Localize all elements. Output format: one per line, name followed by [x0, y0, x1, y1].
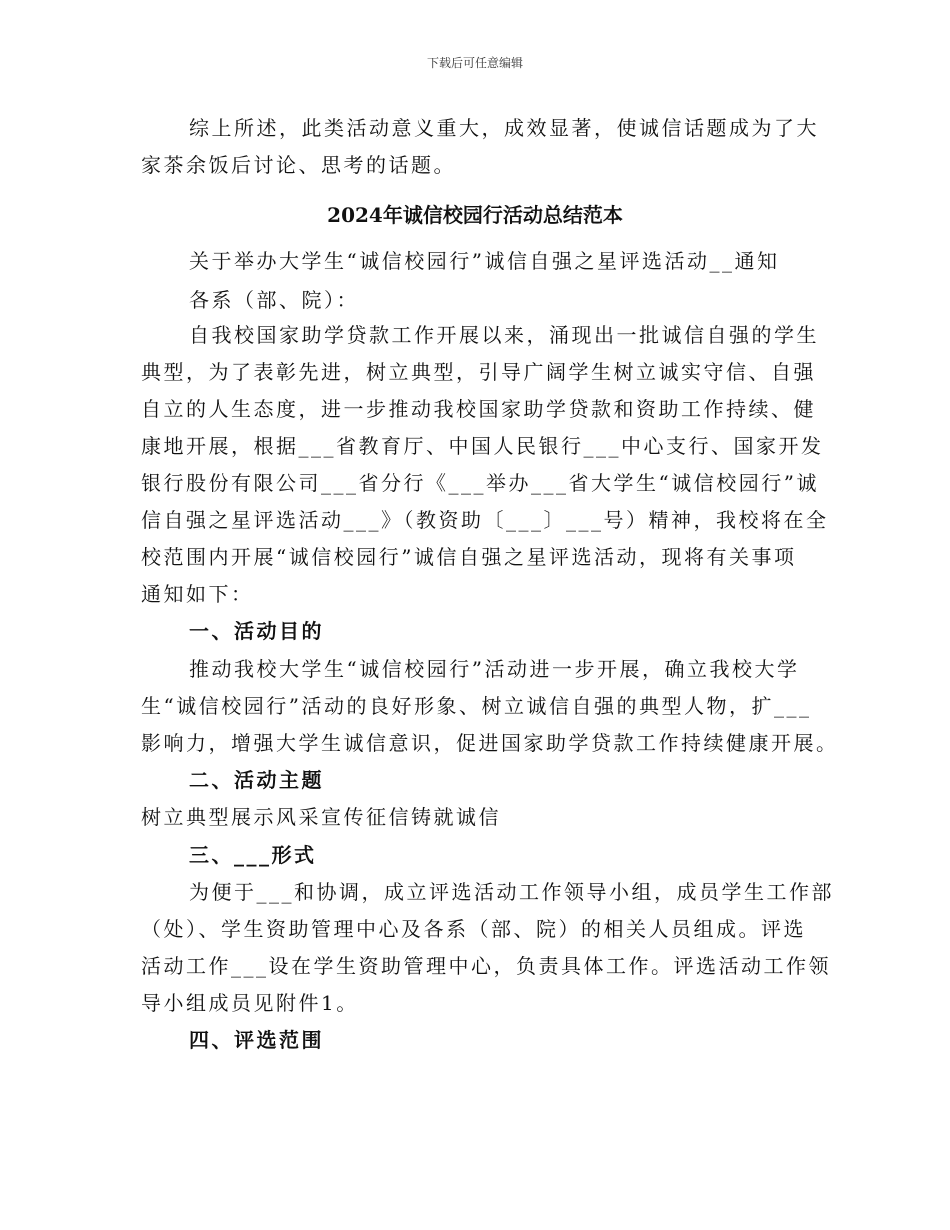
paragraph-line: 树立典型展示风采宣传征信铸就诚信	[141, 805, 501, 829]
paragraph-line: （处）、学生资助管理中心及各系（部、院）的相关人员组成。评选	[141, 917, 806, 941]
paragraph-line: 综上所述，此类活动意义重大，成效显著，使诚信话题成为了大	[189, 116, 819, 140]
section-heading: 二、活动主题	[189, 768, 324, 792]
salutation: 各系（部、院）：	[189, 288, 359, 312]
paragraph-line: 典型，为了表彰先进，树立典型，引导广阔学生树立诚实守信、自强	[141, 360, 816, 384]
notice-title: 关于举办大学生“诚信校园行”诚信自强之星评选活动__通知	[189, 249, 780, 273]
document-title: 2024年诚信校园行活动总结范本	[327, 203, 623, 227]
paragraph-line: 校范围内开展“诚信校园行”诚信自强之星评选活动，现将有关事项	[141, 545, 797, 569]
section-heading: 三、___形式	[189, 843, 317, 867]
paragraph-line: 导小组成员见附件1。	[141, 991, 359, 1015]
paragraph-line: 推动我校大学生“诚信校园行”活动进一步开展，确立我校大学	[189, 657, 800, 681]
paragraph-line: 自立的人生态度，进一步推动我校国家助学贷款和资助工作持续、健	[141, 397, 816, 421]
paragraph-line: 康地开展，根据___省教育厅、中国人民银行___中心支行、国家开发	[141, 434, 824, 458]
paragraph-line: 银行股份有限公司___省分行《___举办___省大学生“诚信校园行”诚	[141, 471, 819, 495]
paragraph-line: 影响力，增强大学生诚信意识，促进国家助学贷款工作持续健康开展。	[141, 731, 839, 755]
paragraph-line: 家茶余饭后讨论、思考的话题。	[141, 153, 456, 177]
paragraph-line: 活动工作___设在学生资助管理中心，负责具体工作。评选活动工作领	[141, 954, 831, 978]
paragraph-line: 自我校国家助学贷款工作开展以来，涌现出一批诚信自强的学生	[189, 323, 819, 347]
paragraph-line: 通知如下：	[141, 582, 254, 606]
section-heading: 四、评选范围	[189, 1028, 324, 1052]
paragraph-line: 信自强之星评选活动___》（教资助〔___〕___号）精神，我校将在全	[141, 508, 829, 532]
section-heading: 一、活动目的	[189, 619, 324, 643]
paragraph-line: 生“诚信校园行”活动的良好形象、树立诚信自强的典型人物，扩___	[141, 694, 812, 718]
paragraph-line: 为便于___和协调，成立评选活动工作领导小组，成员学生工作部	[189, 880, 834, 904]
header-note: 下载后可任意编辑	[426, 56, 523, 70]
